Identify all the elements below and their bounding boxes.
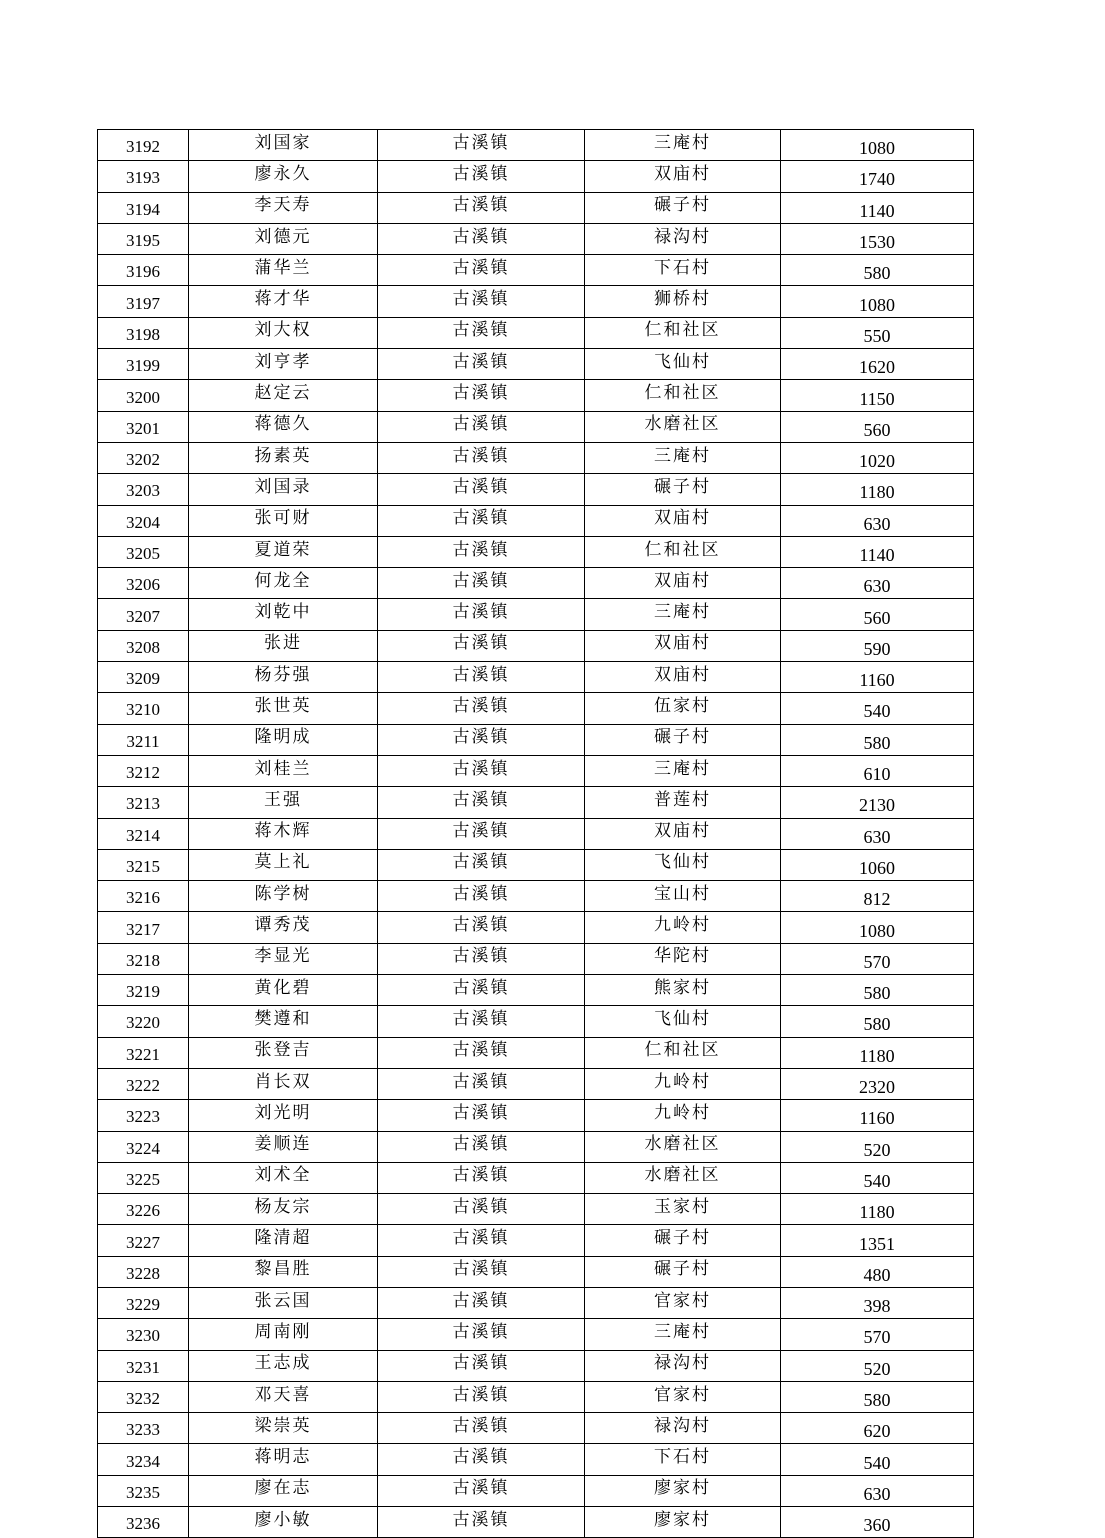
amount-cell: 398 xyxy=(781,1287,974,1318)
amount-cell: 580 xyxy=(781,975,974,1006)
row-number-cell: 3218 xyxy=(98,943,189,974)
name-cell: 黎昌胜 xyxy=(189,1256,378,1287)
town-cell: 古溪镇 xyxy=(378,1006,585,1037)
name-cell: 张云国 xyxy=(189,1287,378,1318)
name-cell: 刘乾中 xyxy=(189,599,378,630)
town-cell: 古溪镇 xyxy=(378,1475,585,1506)
name-cell: 张可财 xyxy=(189,505,378,536)
town-cell: 古溪镇 xyxy=(378,662,585,693)
row-number-cell: 3192 xyxy=(98,130,189,161)
amount-cell: 560 xyxy=(781,411,974,442)
table-row xyxy=(98,161,974,192)
row-number-cell: 3234 xyxy=(98,1444,189,1475)
name-cell: 张进 xyxy=(189,630,378,661)
name-cell: 廖在志 xyxy=(189,1475,378,1506)
row-number-cell: 3209 xyxy=(98,662,189,693)
amount-cell: 630 xyxy=(781,1475,974,1506)
town-cell: 古溪镇 xyxy=(378,1037,585,1068)
town-cell: 古溪镇 xyxy=(378,1194,585,1225)
name-cell: 蒋木辉 xyxy=(189,818,378,849)
amount-cell: 1530 xyxy=(781,223,974,254)
row-number-cell: 3229 xyxy=(98,1287,189,1318)
village-cell: 碾子村 xyxy=(585,724,781,755)
table-row xyxy=(98,1006,974,1037)
town-cell: 古溪镇 xyxy=(378,1381,585,1412)
table-row xyxy=(98,474,974,505)
village-cell: 熊家村 xyxy=(585,975,781,1006)
row-number-cell: 3224 xyxy=(98,1131,189,1162)
amount-cell: 1351 xyxy=(781,1225,974,1256)
amount-cell: 1080 xyxy=(781,130,974,161)
amount-cell: 1180 xyxy=(781,474,974,505)
row-number-cell: 3193 xyxy=(98,161,189,192)
town-cell: 古溪镇 xyxy=(378,442,585,473)
amount-cell: 1080 xyxy=(781,286,974,317)
row-number-cell: 3227 xyxy=(98,1225,189,1256)
row-number-cell: 3204 xyxy=(98,505,189,536)
table-row xyxy=(98,505,974,536)
town-cell: 古溪镇 xyxy=(378,1287,585,1318)
village-cell: 华陀村 xyxy=(585,943,781,974)
village-cell: 仁和社区 xyxy=(585,380,781,411)
village-cell: 三庵村 xyxy=(585,442,781,473)
town-cell: 古溪镇 xyxy=(378,1225,585,1256)
town-cell: 古溪镇 xyxy=(378,1319,585,1350)
row-number-cell: 3207 xyxy=(98,599,189,630)
table-row xyxy=(98,1413,974,1444)
town-cell: 古溪镇 xyxy=(378,223,585,254)
amount-cell: 1180 xyxy=(781,1194,974,1225)
town-cell: 古溪镇 xyxy=(378,411,585,442)
village-cell: 双庙村 xyxy=(585,568,781,599)
amount-cell: 1080 xyxy=(781,912,974,943)
town-cell: 古溪镇 xyxy=(378,1100,585,1131)
name-cell: 王志成 xyxy=(189,1350,378,1381)
town-cell: 古溪镇 xyxy=(378,881,585,912)
village-cell: 碾子村 xyxy=(585,1256,781,1287)
row-number-cell: 3216 xyxy=(98,881,189,912)
row-number-cell: 3206 xyxy=(98,568,189,599)
amount-cell: 1740 xyxy=(781,161,974,192)
name-cell: 杨芬强 xyxy=(189,662,378,693)
amount-cell: 580 xyxy=(781,724,974,755)
table-row xyxy=(98,317,974,348)
name-cell: 谭秀茂 xyxy=(189,912,378,943)
table-row xyxy=(98,1507,974,1538)
row-number-cell: 3231 xyxy=(98,1350,189,1381)
table-row xyxy=(98,693,974,724)
row-number-cell: 3202 xyxy=(98,442,189,473)
name-cell: 刘术全 xyxy=(189,1162,378,1193)
village-cell: 九岭村 xyxy=(585,912,781,943)
amount-cell: 580 xyxy=(781,1006,974,1037)
name-cell: 刘桂兰 xyxy=(189,755,378,786)
amount-cell: 630 xyxy=(781,818,974,849)
village-cell: 三庵村 xyxy=(585,599,781,630)
name-cell: 蒋才华 xyxy=(189,286,378,317)
amount-cell: 1140 xyxy=(781,192,974,223)
amount-cell: 1180 xyxy=(781,1037,974,1068)
amount-cell: 580 xyxy=(781,1381,974,1412)
amount-cell: 1160 xyxy=(781,662,974,693)
name-cell: 陈学树 xyxy=(189,881,378,912)
table-row xyxy=(98,1037,974,1068)
village-cell: 九岭村 xyxy=(585,1100,781,1131)
row-number-cell: 3215 xyxy=(98,849,189,880)
amount-cell: 580 xyxy=(781,255,974,286)
name-cell: 刘光明 xyxy=(189,1100,378,1131)
name-cell: 黄化碧 xyxy=(189,975,378,1006)
table-row xyxy=(98,536,974,567)
village-cell: 双庙村 xyxy=(585,662,781,693)
town-cell: 古溪镇 xyxy=(378,599,585,630)
town-cell: 古溪镇 xyxy=(378,130,585,161)
village-cell: 飞仙村 xyxy=(585,849,781,880)
row-number-cell: 3219 xyxy=(98,975,189,1006)
table-row xyxy=(98,630,974,661)
amount-cell: 540 xyxy=(781,693,974,724)
amount-cell: 540 xyxy=(781,1444,974,1475)
amount-cell: 812 xyxy=(781,881,974,912)
table-row xyxy=(98,1162,974,1193)
table-row xyxy=(98,724,974,755)
table-row xyxy=(98,223,974,254)
name-cell: 蒲华兰 xyxy=(189,255,378,286)
town-cell: 古溪镇 xyxy=(378,693,585,724)
name-cell: 刘大权 xyxy=(189,317,378,348)
amount-cell: 570 xyxy=(781,943,974,974)
name-cell: 刘国录 xyxy=(189,474,378,505)
village-cell: 碾子村 xyxy=(585,474,781,505)
village-cell: 禄沟村 xyxy=(585,223,781,254)
name-cell: 隆明成 xyxy=(189,724,378,755)
town-cell: 古溪镇 xyxy=(378,849,585,880)
name-cell: 刘德元 xyxy=(189,223,378,254)
amount-cell: 560 xyxy=(781,599,974,630)
town-cell: 古溪镇 xyxy=(378,380,585,411)
town-cell: 古溪镇 xyxy=(378,1444,585,1475)
table-row xyxy=(98,192,974,223)
town-cell: 古溪镇 xyxy=(378,912,585,943)
town-cell: 古溪镇 xyxy=(378,630,585,661)
row-number-cell: 3221 xyxy=(98,1037,189,1068)
row-number-cell: 3228 xyxy=(98,1256,189,1287)
town-cell: 古溪镇 xyxy=(378,474,585,505)
table-row xyxy=(98,1194,974,1225)
town-cell: 古溪镇 xyxy=(378,943,585,974)
town-cell: 古溪镇 xyxy=(378,1162,585,1193)
town-cell: 古溪镇 xyxy=(378,192,585,223)
name-cell: 隆清超 xyxy=(189,1225,378,1256)
village-cell: 碾子村 xyxy=(585,1225,781,1256)
row-number-cell: 3203 xyxy=(98,474,189,505)
name-cell: 刘国家 xyxy=(189,130,378,161)
name-cell: 何龙全 xyxy=(189,568,378,599)
row-number-cell: 3232 xyxy=(98,1381,189,1412)
table-row xyxy=(98,1381,974,1412)
table-row xyxy=(98,1100,974,1131)
table-row xyxy=(98,943,974,974)
name-cell: 李天寿 xyxy=(189,192,378,223)
town-cell: 古溪镇 xyxy=(378,568,585,599)
amount-cell: 2320 xyxy=(781,1068,974,1099)
town-cell: 古溪镇 xyxy=(378,349,585,380)
village-cell: 下石村 xyxy=(585,255,781,286)
table-row xyxy=(98,849,974,880)
row-number-cell: 3235 xyxy=(98,1475,189,1506)
village-cell: 仁和社区 xyxy=(585,317,781,348)
village-cell: 飞仙村 xyxy=(585,1006,781,1037)
town-cell: 古溪镇 xyxy=(378,818,585,849)
subsidy-table xyxy=(97,129,974,1538)
name-cell: 夏道荣 xyxy=(189,536,378,567)
village-cell: 伍家村 xyxy=(585,693,781,724)
name-cell: 蒋德久 xyxy=(189,411,378,442)
row-number-cell: 3201 xyxy=(98,411,189,442)
table-row xyxy=(98,380,974,411)
table-row xyxy=(98,881,974,912)
amount-cell: 630 xyxy=(781,568,974,599)
row-number-cell: 3220 xyxy=(98,1006,189,1037)
name-cell: 樊遵和 xyxy=(189,1006,378,1037)
village-cell: 飞仙村 xyxy=(585,349,781,380)
town-cell: 古溪镇 xyxy=(378,724,585,755)
village-cell: 禄沟村 xyxy=(585,1413,781,1444)
town-cell: 古溪镇 xyxy=(378,1131,585,1162)
town-cell: 古溪镇 xyxy=(378,255,585,286)
row-number-cell: 3205 xyxy=(98,536,189,567)
row-number-cell: 3197 xyxy=(98,286,189,317)
row-number-cell: 3211 xyxy=(98,724,189,755)
table-row xyxy=(98,755,974,786)
amount-cell: 2130 xyxy=(781,787,974,818)
name-cell: 王强 xyxy=(189,787,378,818)
village-cell: 三庵村 xyxy=(585,755,781,786)
town-cell: 古溪镇 xyxy=(378,536,585,567)
village-cell: 双庙村 xyxy=(585,161,781,192)
village-cell: 普莲村 xyxy=(585,787,781,818)
amount-cell: 1620 xyxy=(781,349,974,380)
village-cell: 水磨社区 xyxy=(585,1162,781,1193)
amount-cell: 1020 xyxy=(781,442,974,473)
village-cell: 宝山村 xyxy=(585,881,781,912)
name-cell: 廖永久 xyxy=(189,161,378,192)
table-row xyxy=(98,442,974,473)
row-number-cell: 3214 xyxy=(98,818,189,849)
name-cell: 周南刚 xyxy=(189,1319,378,1350)
village-cell: 双庙村 xyxy=(585,630,781,661)
table-row xyxy=(98,975,974,1006)
row-number-cell: 3225 xyxy=(98,1162,189,1193)
village-cell: 禄沟村 xyxy=(585,1350,781,1381)
village-cell: 狮桥村 xyxy=(585,286,781,317)
amount-cell: 590 xyxy=(781,630,974,661)
table-row xyxy=(98,1444,974,1475)
town-cell: 古溪镇 xyxy=(378,161,585,192)
village-cell: 官家村 xyxy=(585,1381,781,1412)
table-row xyxy=(98,1475,974,1506)
amount-cell: 1140 xyxy=(781,536,974,567)
table-row xyxy=(98,912,974,943)
table-row xyxy=(98,349,974,380)
name-cell: 刘亨孝 xyxy=(189,349,378,380)
town-cell: 古溪镇 xyxy=(378,755,585,786)
amount-cell: 630 xyxy=(781,505,974,536)
amount-cell: 620 xyxy=(781,1413,974,1444)
table-row xyxy=(98,130,974,161)
table-row xyxy=(98,1256,974,1287)
village-cell: 廖家村 xyxy=(585,1475,781,1506)
name-cell: 赵定云 xyxy=(189,380,378,411)
row-number-cell: 3198 xyxy=(98,317,189,348)
amount-cell: 520 xyxy=(781,1131,974,1162)
amount-cell: 1060 xyxy=(781,849,974,880)
amount-cell: 570 xyxy=(781,1319,974,1350)
town-cell: 古溪镇 xyxy=(378,317,585,348)
table-row xyxy=(98,599,974,630)
row-number-cell: 3210 xyxy=(98,693,189,724)
row-number-cell: 3217 xyxy=(98,912,189,943)
village-cell: 水磨社区 xyxy=(585,1131,781,1162)
village-cell: 三庵村 xyxy=(585,1319,781,1350)
table-row xyxy=(98,1287,974,1318)
village-cell: 仁和社区 xyxy=(585,1037,781,1068)
table-row xyxy=(98,255,974,286)
name-cell: 扬素英 xyxy=(189,442,378,473)
amount-cell: 1160 xyxy=(781,1100,974,1131)
table-row xyxy=(98,818,974,849)
name-cell: 蒋明志 xyxy=(189,1444,378,1475)
row-number-cell: 3208 xyxy=(98,630,189,661)
row-number-cell: 3199 xyxy=(98,349,189,380)
town-cell: 古溪镇 xyxy=(378,505,585,536)
village-cell: 九岭村 xyxy=(585,1068,781,1099)
town-cell: 古溪镇 xyxy=(378,286,585,317)
amount-cell: 480 xyxy=(781,1256,974,1287)
name-cell: 莫上礼 xyxy=(189,849,378,880)
village-cell: 碾子村 xyxy=(585,192,781,223)
town-cell: 古溪镇 xyxy=(378,1068,585,1099)
village-cell: 双庙村 xyxy=(585,818,781,849)
row-number-cell: 3226 xyxy=(98,1194,189,1225)
amount-cell: 540 xyxy=(781,1162,974,1193)
amount-cell: 550 xyxy=(781,317,974,348)
table-row xyxy=(98,411,974,442)
row-number-cell: 3223 xyxy=(98,1100,189,1131)
table-row xyxy=(98,286,974,317)
town-cell: 古溪镇 xyxy=(378,1413,585,1444)
name-cell: 肖长双 xyxy=(189,1068,378,1099)
village-cell: 廖家村 xyxy=(585,1507,781,1538)
town-cell: 古溪镇 xyxy=(378,975,585,1006)
table-body xyxy=(98,130,974,1538)
table-row xyxy=(98,1131,974,1162)
table-row xyxy=(98,1225,974,1256)
table-row xyxy=(98,662,974,693)
table-row xyxy=(98,568,974,599)
village-cell: 水磨社区 xyxy=(585,411,781,442)
town-cell: 古溪镇 xyxy=(378,787,585,818)
name-cell: 张世英 xyxy=(189,693,378,724)
amount-cell: 610 xyxy=(781,755,974,786)
name-cell: 李显光 xyxy=(189,943,378,974)
amount-cell: 520 xyxy=(781,1350,974,1381)
row-number-cell: 3233 xyxy=(98,1413,189,1444)
row-number-cell: 3200 xyxy=(98,380,189,411)
town-cell: 古溪镇 xyxy=(378,1256,585,1287)
table-row xyxy=(98,1068,974,1099)
village-cell: 官家村 xyxy=(585,1287,781,1318)
name-cell: 梁崇英 xyxy=(189,1413,378,1444)
name-cell: 姜顺连 xyxy=(189,1131,378,1162)
village-cell: 三庵村 xyxy=(585,130,781,161)
village-cell: 下石村 xyxy=(585,1444,781,1475)
row-number-cell: 3236 xyxy=(98,1507,189,1538)
row-number-cell: 3213 xyxy=(98,787,189,818)
amount-cell: 1150 xyxy=(781,380,974,411)
row-number-cell: 3194 xyxy=(98,192,189,223)
row-number-cell: 3196 xyxy=(98,255,189,286)
village-cell: 仁和社区 xyxy=(585,536,781,567)
village-cell: 玉家村 xyxy=(585,1194,781,1225)
row-number-cell: 3212 xyxy=(98,755,189,786)
name-cell: 廖小敏 xyxy=(189,1507,378,1538)
name-cell: 邓天喜 xyxy=(189,1381,378,1412)
row-number-cell: 3222 xyxy=(98,1068,189,1099)
town-cell: 古溪镇 xyxy=(378,1507,585,1538)
table-row xyxy=(98,1350,974,1381)
name-cell: 杨友宗 xyxy=(189,1194,378,1225)
table-row xyxy=(98,787,974,818)
amount-cell: 360 xyxy=(781,1507,974,1538)
table-row xyxy=(98,1319,974,1350)
name-cell: 张登吉 xyxy=(189,1037,378,1068)
row-number-cell: 3195 xyxy=(98,223,189,254)
village-cell: 双庙村 xyxy=(585,505,781,536)
town-cell: 古溪镇 xyxy=(378,1350,585,1381)
row-number-cell: 3230 xyxy=(98,1319,189,1350)
